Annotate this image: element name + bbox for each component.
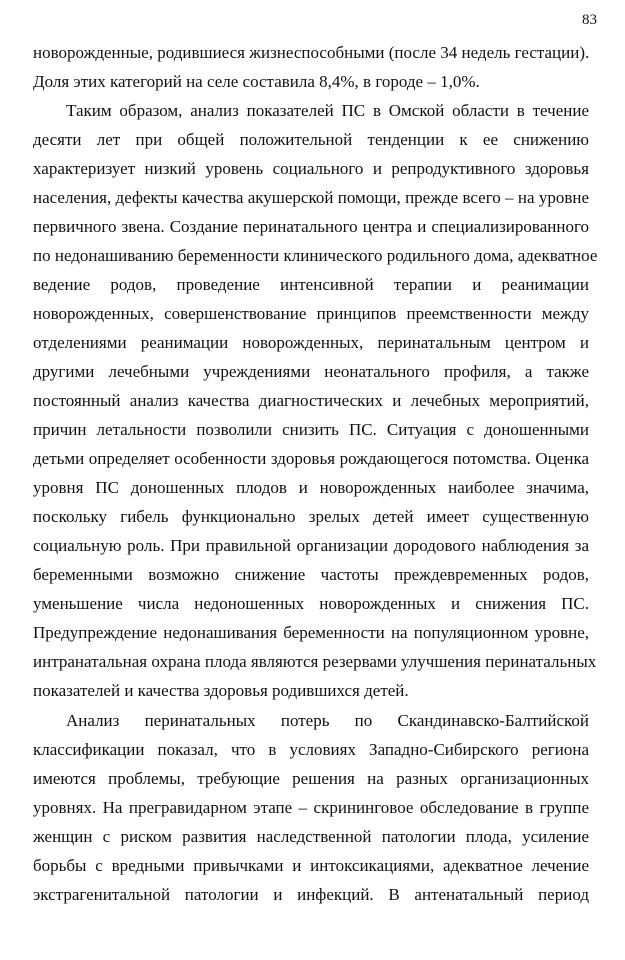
text-line: имеются проблемы, требующие решения на разных организационных: [33, 769, 589, 788]
text-line: Доля этих категорий на селе составила 8,4%, в городе – 1,0%.: [33, 72, 480, 91]
text-line: классификации показал, что в условиях Западно-Сибирского региона: [33, 740, 589, 759]
text-line: уменьшение числа недоношенных новорожденных и снижения ПС.: [33, 594, 589, 613]
text-line: экстрагенитальной патологии и инфекций. В антенатальный период: [33, 885, 589, 904]
text-line: уровнях. На прегравидарном этапе – скрининговое обследование в группе: [33, 798, 589, 817]
text-line: десяти лет при общей положительной тенденции к ее снижению: [33, 130, 589, 149]
text-line: Предупреждение недонашивания беременности на популяционном уровне,: [33, 623, 589, 642]
text-line: уровня ПС доношенных плодов и новорожденных наиболее значима,: [33, 478, 589, 497]
text-line: новорожденных, совершенствование принципов преемственности между: [33, 304, 589, 323]
text-line: причин летальности позволили снизить ПС. Ситуация с доношенными: [33, 420, 589, 439]
text-line: беременными возможно снижение частоты преждевременных родов,: [33, 565, 589, 584]
text-line: детьми определяет особенности здоровья рождающегося потомства. Оценка: [33, 449, 589, 468]
text-line: отделениями реанимации новорожденных, перинатальным центром и: [33, 333, 589, 352]
text-line: интранатальная охрана плода являются резервами улучшения перинатальных: [33, 652, 597, 671]
paragraph-first-line: Анализ перинатальных потерь по Скандинавско-Балтийской: [66, 711, 589, 730]
text-line: первичного звена. Создание перинатального центра и специализированного: [33, 217, 589, 236]
text-line: постоянный анализ качества диагностических и лечебных мероприятий,: [33, 391, 589, 410]
text-line: населения, дефекты качества акушерской помощи, прежде всего – на уровне: [33, 188, 589, 207]
text-line: поскольку гибель функционально зрелых детей имеет существенную: [33, 507, 589, 526]
text-line: другими лечебными учреждениями неонатального профиля, а также: [33, 362, 589, 381]
text-line: по недонашиванию беременности клинического родильного дома, адекватное: [33, 246, 598, 265]
text-line: ведение родов, проведение интенсивной терапии и реанимации: [33, 275, 589, 294]
page-number: 83: [582, 12, 597, 28]
text-line: женщин с риском развития наследственной патологии плода, усиление: [33, 827, 589, 846]
text-line: социальную роль. При правильной организации дородового наблюдения за: [33, 536, 589, 555]
text-line: новорожденные, родившиеся жизнеспособными (после 34 недель гестации).: [33, 43, 590, 62]
text-line: борьбы с вредными привычками и интоксикациями, адекватное лечение: [33, 856, 589, 875]
paragraph-first-line: Таким образом, анализ показателей ПС в Омской области в течение: [66, 101, 589, 120]
text-line: характеризует низкий уровень социального и репродуктивного здоровья: [33, 159, 589, 178]
text-line: показателей и качества здоровья родившихся детей.: [33, 681, 409, 700]
